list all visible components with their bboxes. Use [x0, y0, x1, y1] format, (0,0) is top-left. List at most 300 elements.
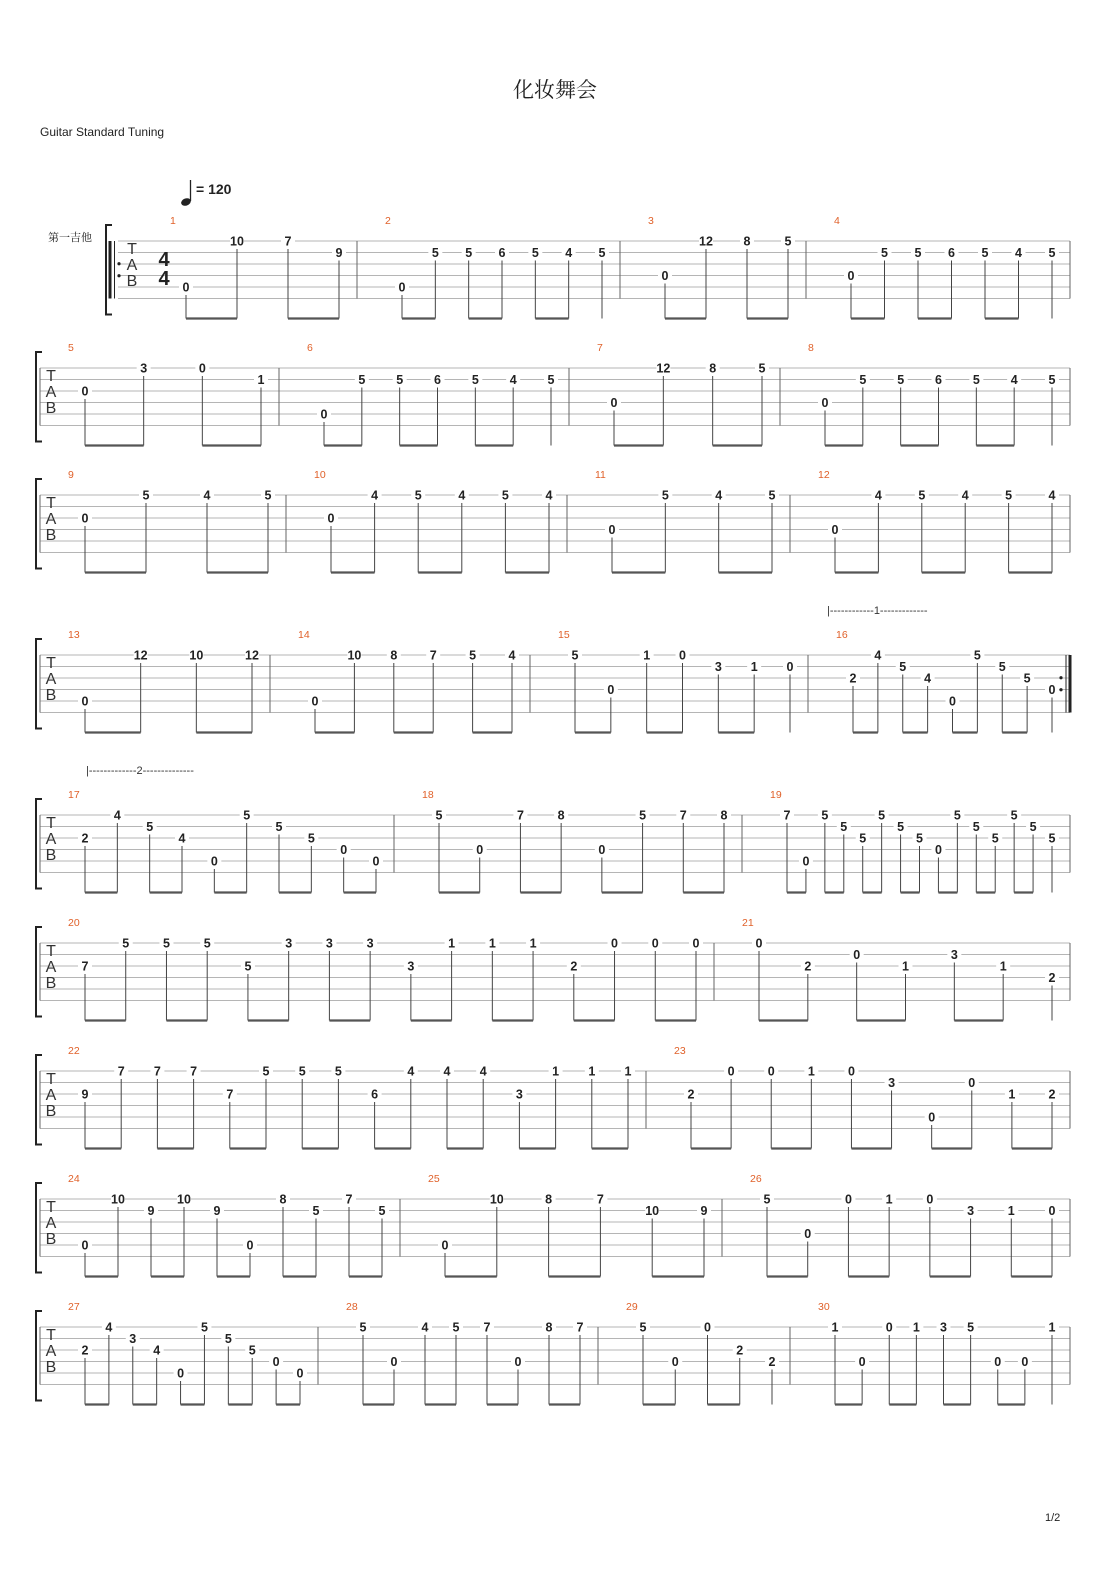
fret-number: 3 [888, 1076, 896, 1090]
measure-number: 2 [385, 215, 391, 227]
fret-number: 4 [545, 488, 553, 503]
fret-number: 5 [784, 234, 792, 249]
fret-number: 5 [531, 246, 539, 260]
time-signature-bottom: 4 [158, 268, 170, 290]
fret-number: 3 [140, 361, 148, 376]
fret-number: 8 [557, 808, 565, 823]
tab-clef-letter: B [45, 1103, 57, 1121]
fret-number: 4 [1010, 373, 1018, 387]
fret-number: 0 [372, 854, 380, 869]
fret-number: 5 [244, 959, 252, 974]
fret-number: 2 [1048, 1087, 1056, 1102]
fret-number: 0 [610, 396, 618, 410]
fret-number: 0 [210, 854, 218, 869]
fret-number: 0 [611, 936, 619, 951]
fret-number: 5 [571, 648, 579, 663]
staff-system [106, 215, 1070, 319]
fret-number: 5 [334, 1064, 342, 1079]
fret-number: 2 [81, 831, 89, 846]
fret-number: 2 [768, 1355, 776, 1369]
fret-number: 0 [847, 1064, 855, 1079]
tab-clef-letter: A [45, 1215, 57, 1233]
fret-number: 5 [598, 246, 606, 260]
fret-number: 4 [153, 1343, 161, 1358]
measure-number: 7 [597, 342, 603, 354]
fret-number: 6 [498, 246, 506, 260]
fret-number: 5 [248, 1343, 256, 1358]
repeat-dot [1059, 688, 1062, 691]
fret-number: 0 [853, 948, 861, 962]
tab-clef-letter: T [46, 943, 56, 960]
fret-number: 5 [435, 808, 443, 823]
fret-number: 0 [390, 1355, 398, 1369]
fret-number: 3 [714, 660, 722, 674]
fret-number: 4 [874, 648, 882, 663]
fret-number: 12 [245, 648, 259, 663]
fret-number: 2 [849, 671, 857, 686]
staff-system [36, 917, 1070, 1021]
measure-number: 28 [346, 1301, 358, 1313]
measure-number: 24 [68, 1173, 80, 1185]
tab-clef-letter: T [46, 655, 56, 672]
fret-number: 0 [320, 407, 328, 422]
fret-number: 1 [902, 959, 909, 974]
fret-number: 2 [736, 1343, 744, 1358]
fret-number: 5 [312, 1204, 320, 1218]
staff-system [36, 342, 1070, 446]
fret-number: 0 [804, 1227, 812, 1241]
fret-number: 0 [755, 936, 763, 951]
tab-clef-letter: A [45, 831, 57, 849]
fret-number: 0 [704, 1320, 711, 1335]
page-number: 1/2 [1045, 1512, 1061, 1524]
fret-number: 5 [264, 488, 272, 503]
tab-clef-letter: T [46, 495, 56, 512]
fret-number: 5 [1023, 671, 1031, 686]
fret-number: 7 [483, 1320, 491, 1335]
fret-number: 7 [429, 648, 437, 663]
fret-number: 9 [147, 1204, 155, 1218]
fret-number: 5 [1005, 488, 1013, 503]
fret-number: 5 [122, 936, 130, 951]
fret-number: 3 [515, 1087, 523, 1102]
fret-number: 0 [81, 384, 89, 399]
fret-number: 4 [113, 808, 121, 823]
fret-number: 7 [153, 1064, 161, 1079]
fret-number: 5 [878, 808, 886, 823]
fret-number: 5 [275, 820, 283, 834]
measure-number: 15 [558, 629, 570, 641]
fret-number: 0 [81, 511, 89, 526]
fret-number: 0 [1048, 683, 1056, 697]
fret-number: 9 [213, 1204, 221, 1218]
tab-clef-letter: T [127, 241, 137, 258]
fret-number: 6 [371, 1087, 379, 1102]
fret-number: 0 [81, 1238, 89, 1253]
measure-number: 4 [834, 215, 840, 227]
fret-number: 4 [203, 488, 211, 503]
measure-number: 21 [742, 917, 754, 929]
fret-number: 1 [999, 959, 1007, 974]
time-signature-top: 4 [158, 249, 170, 271]
fret-number: 2 [1048, 971, 1056, 985]
measure-number: 10 [314, 469, 326, 481]
fret-number: 4 [479, 1064, 487, 1079]
fret-number: 0 [727, 1064, 735, 1079]
fret-number: 4 [715, 488, 723, 503]
fret-number: 10 [111, 1192, 125, 1207]
fret-number: 1 [448, 936, 456, 951]
fret-number: 1 [643, 648, 651, 663]
tab-clef-letter: A [126, 257, 138, 275]
system-bracket [36, 639, 42, 729]
fret-number: 1 [552, 1064, 560, 1079]
fret-number: 6 [434, 373, 441, 387]
tab-clef-letter: T [46, 1071, 56, 1088]
fret-number: 5 [972, 820, 980, 834]
fret-number: 2 [687, 1087, 695, 1102]
fret-number: 5 [452, 1320, 460, 1335]
fret-number: 4 [178, 831, 186, 846]
fret-number: 7 [679, 808, 687, 823]
fret-number: 0 [608, 523, 616, 537]
fret-number: 0 [81, 694, 89, 709]
fret-number: 0 [949, 694, 956, 709]
measure-number: 14 [298, 629, 310, 641]
fret-number: 12 [133, 648, 148, 663]
fret-number: 5 [1048, 246, 1056, 260]
fret-number: 0 [198, 361, 206, 376]
repeat-dot [117, 262, 120, 265]
fret-number: 5 [200, 1320, 208, 1335]
fret-number: 5 [469, 648, 477, 663]
measure-number: 16 [836, 629, 848, 641]
fret-number: 5 [981, 246, 989, 260]
fret-number: 0 [598, 843, 606, 857]
fret-number: 5 [967, 1320, 975, 1335]
system-bracket [36, 1055, 42, 1145]
fret-number: 5 [359, 1320, 367, 1335]
fret-number: 0 [441, 1238, 449, 1253]
fret-number: 7 [576, 1320, 584, 1335]
fret-number: 1 [488, 936, 496, 951]
measure-number: 29 [626, 1301, 638, 1313]
system-bracket [36, 1311, 42, 1401]
fret-number: 7 [783, 808, 791, 823]
fret-number: 4 [105, 1320, 113, 1335]
fret-number: 2 [804, 959, 812, 974]
fret-number: 5 [431, 246, 439, 260]
fret-number: 4 [509, 373, 517, 387]
repeat-dot [117, 274, 120, 277]
fret-number: 8 [279, 1192, 287, 1207]
fret-number: 3 [366, 936, 374, 951]
fret-number: 1 [1007, 1204, 1015, 1218]
fret-number: 0 [831, 523, 839, 537]
fret-number: 7 [596, 1192, 604, 1207]
fret-number: 5 [953, 808, 961, 823]
staff-system [36, 605, 1070, 733]
fret-number: 1 [1008, 1087, 1016, 1102]
fret-number: 4 [924, 671, 932, 686]
fret-number: 5 [1048, 831, 1056, 846]
fret-number: 4 [443, 1064, 451, 1079]
song-title: 化妆舞会 [513, 78, 597, 102]
fret-number: 5 [501, 488, 509, 503]
tab-clef-letter: A [45, 1343, 57, 1361]
fret-number: 0 [671, 1355, 679, 1369]
tab-clef-letter: B [45, 400, 57, 418]
measure-number: 30 [818, 1301, 830, 1313]
measure-number: 26 [750, 1173, 762, 1185]
fret-number: 10 [189, 648, 204, 663]
repeat-dot [1059, 676, 1062, 679]
fret-number: 3 [940, 1320, 947, 1335]
tab-clef-letter: A [45, 671, 57, 689]
measure-number: 25 [428, 1173, 440, 1185]
fret-number: 4 [1048, 488, 1056, 503]
fret-number: 5 [758, 361, 766, 376]
fret-number: 1 [807, 1064, 815, 1079]
fret-number: 10 [347, 648, 362, 663]
measure-number: 11 [595, 469, 606, 481]
staff-system [36, 1301, 1070, 1405]
fret-number: 0 [926, 1192, 934, 1207]
fret-number: 0 [514, 1355, 522, 1369]
fret-number: 5 [162, 936, 170, 951]
fret-number: 1 [750, 660, 758, 674]
volta-2-bracket: |-------------2-------------- [86, 765, 194, 777]
fret-number: 0 [1021, 1355, 1029, 1369]
staff-system [36, 1173, 1070, 1277]
tab-clef-letter: B [45, 1359, 57, 1377]
fret-number: 8 [709, 361, 717, 376]
fret-number: 5 [396, 373, 404, 387]
fret-number: 5 [203, 936, 211, 951]
fret-number: 6 [948, 246, 955, 260]
fret-number: 5 [998, 660, 1006, 674]
fret-number: 0 [327, 511, 335, 526]
fret-number: 5 [916, 831, 923, 846]
fret-number: 0 [398, 280, 406, 295]
staff-system [36, 765, 1070, 893]
fret-number: 0 [968, 1076, 976, 1090]
tab-clef-letter: B [45, 1231, 57, 1249]
fret-number: 0 [885, 1320, 893, 1335]
tab-clef-letter: A [45, 959, 57, 977]
fret-number: 5 [897, 820, 905, 834]
fret-number: 5 [840, 820, 848, 834]
tab-clef-letter: A [45, 384, 57, 402]
fret-number: 0 [296, 1366, 304, 1381]
fret-number: 0 [661, 269, 669, 283]
fret-number: 1 [529, 936, 537, 951]
system-bracket [36, 927, 42, 1017]
measure-number: 19 [770, 789, 782, 801]
fret-number: 5 [899, 660, 907, 674]
tempo-marking: = 120 [196, 181, 232, 197]
fret-number: 4 [565, 246, 573, 260]
fret-number: 1 [588, 1064, 596, 1079]
fret-number: 9 [81, 1087, 89, 1102]
fret-number: 8 [545, 1192, 553, 1207]
fret-number: 0 [802, 854, 810, 869]
instrument-name: 第一吉他 [48, 231, 92, 244]
fret-number: 5 [859, 831, 867, 846]
fret-number: 4 [407, 1064, 415, 1079]
fret-number: 5 [918, 488, 926, 503]
fret-number: 7 [226, 1087, 234, 1102]
fret-number: 6 [935, 373, 942, 387]
tab-clef-letter: T [46, 815, 56, 832]
fret-number: 9 [700, 1204, 708, 1218]
measure-number: 22 [68, 1045, 80, 1057]
fret-number: 0 [476, 843, 484, 857]
measure-number: 8 [808, 342, 814, 354]
fret-number: 0 [651, 936, 659, 951]
fret-number: 5 [991, 831, 999, 846]
fret-number: 5 [897, 373, 905, 387]
fret-number: 3 [407, 959, 415, 974]
system-bracket [36, 479, 42, 569]
fret-number: 8 [743, 234, 751, 249]
measure-number: 9 [68, 469, 74, 481]
fret-number: 12 [656, 361, 671, 376]
fret-number: 1 [831, 1320, 839, 1335]
fret-number: 8 [390, 648, 398, 663]
fret-number: 2 [570, 959, 578, 974]
fret-number: 5 [859, 373, 867, 387]
fret-number: 5 [661, 488, 669, 503]
fret-number: 0 [679, 648, 686, 663]
measure-number: 5 [68, 342, 74, 354]
fret-number: 1 [624, 1064, 632, 1079]
fret-number: 0 [311, 694, 319, 709]
fret-number: 8 [720, 808, 728, 823]
fret-number: 1 [885, 1192, 893, 1207]
fret-number: 5 [298, 1064, 306, 1079]
staff-system [36, 1045, 1070, 1149]
fret-number: 5 [224, 1332, 232, 1346]
fret-number: 0 [821, 396, 829, 410]
system-bracket [36, 799, 42, 889]
fret-number: 0 [847, 269, 855, 283]
fret-number: 4 [421, 1320, 429, 1335]
measure-number: 27 [68, 1301, 80, 1313]
fret-number: 3 [967, 1204, 975, 1218]
fret-number: 5 [142, 488, 150, 503]
fret-number: 7 [345, 1192, 353, 1207]
system-bracket [36, 352, 42, 442]
fret-number: 0 [928, 1110, 936, 1125]
fret-number: 0 [692, 936, 700, 951]
tab-clef-letter: B [126, 273, 138, 291]
fret-number: 0 [767, 1064, 775, 1079]
fret-number: 4 [961, 488, 969, 503]
fret-number: 7 [190, 1064, 198, 1079]
fret-number: 5 [465, 246, 473, 260]
fret-number: 4 [1015, 246, 1022, 260]
fret-number: 3 [950, 948, 958, 962]
fret-number: 5 [639, 1320, 647, 1335]
fret-number: 4 [874, 488, 882, 503]
fret-number: 3 [325, 936, 333, 951]
measure-number: 18 [422, 789, 434, 801]
tab-clef-letter: T [46, 1199, 56, 1216]
fret-number: 5 [378, 1204, 386, 1218]
fret-number: 0 [934, 843, 942, 857]
measure-number: 17 [68, 789, 80, 801]
fret-number: 4 [458, 488, 466, 503]
fret-number: 5 [414, 488, 422, 503]
fret-number: 0 [844, 1192, 852, 1207]
fret-number: 9 [335, 246, 343, 260]
fret-number: 0 [340, 843, 348, 857]
fret-number: 0 [272, 1355, 280, 1369]
fret-number: 5 [768, 488, 776, 503]
fret-number: 2 [81, 1343, 89, 1358]
fret-number: 5 [763, 1192, 771, 1207]
fret-number: 0 [1048, 1204, 1056, 1218]
fret-number: 3 [129, 1332, 137, 1346]
fret-number: 1 [912, 1320, 920, 1335]
fret-number: 5 [914, 246, 922, 260]
fret-number: 5 [262, 1064, 270, 1079]
measure-number: 3 [648, 215, 654, 227]
fret-number: 10 [230, 234, 244, 249]
fret-number: 10 [489, 1192, 504, 1207]
fret-number: 5 [881, 246, 888, 260]
fret-number: 5 [1010, 808, 1018, 823]
fret-number: 4 [371, 488, 379, 503]
fret-number: 7 [284, 234, 292, 249]
tab-clef-letter: B [45, 847, 57, 865]
fret-number: 5 [972, 373, 980, 387]
staff-system [36, 469, 1070, 573]
fret-number: 0 [177, 1366, 185, 1381]
volta-1-bracket: |------------1------------- [827, 605, 928, 617]
fret-number: 5 [639, 808, 647, 823]
fret-number: 5 [547, 373, 555, 387]
tab-clef-letter: A [45, 511, 57, 529]
fret-number: 7 [516, 808, 524, 823]
tuning-label: Guitar Standard Tuning [40, 125, 165, 139]
tab-clef-letter: B [45, 687, 57, 705]
tab-clef-letter: B [45, 975, 57, 993]
fret-number: 0 [246, 1238, 254, 1253]
fret-number: 5 [243, 808, 251, 823]
fret-number: 5 [1048, 373, 1056, 387]
fret-number: 0 [607, 683, 615, 697]
system-bracket [36, 1183, 42, 1273]
tab-clef-letter: T [46, 1327, 56, 1344]
fret-number: 7 [81, 959, 89, 974]
fret-number: 0 [182, 280, 190, 295]
fret-number: 0 [786, 660, 794, 674]
fret-number: 5 [146, 820, 154, 834]
fret-number: 1 [257, 373, 265, 387]
fret-number: 5 [821, 808, 829, 823]
fret-number: 5 [358, 373, 366, 387]
tab-clef-letter: T [46, 368, 56, 385]
fret-number: 3 [285, 936, 293, 951]
measure-number: 20 [68, 917, 80, 929]
fret-number: 12 [699, 234, 713, 249]
fret-number: 5 [973, 648, 981, 663]
fret-number: 7 [117, 1064, 125, 1079]
fret-number: 0 [994, 1355, 1002, 1369]
measure-number: 12 [818, 469, 830, 481]
